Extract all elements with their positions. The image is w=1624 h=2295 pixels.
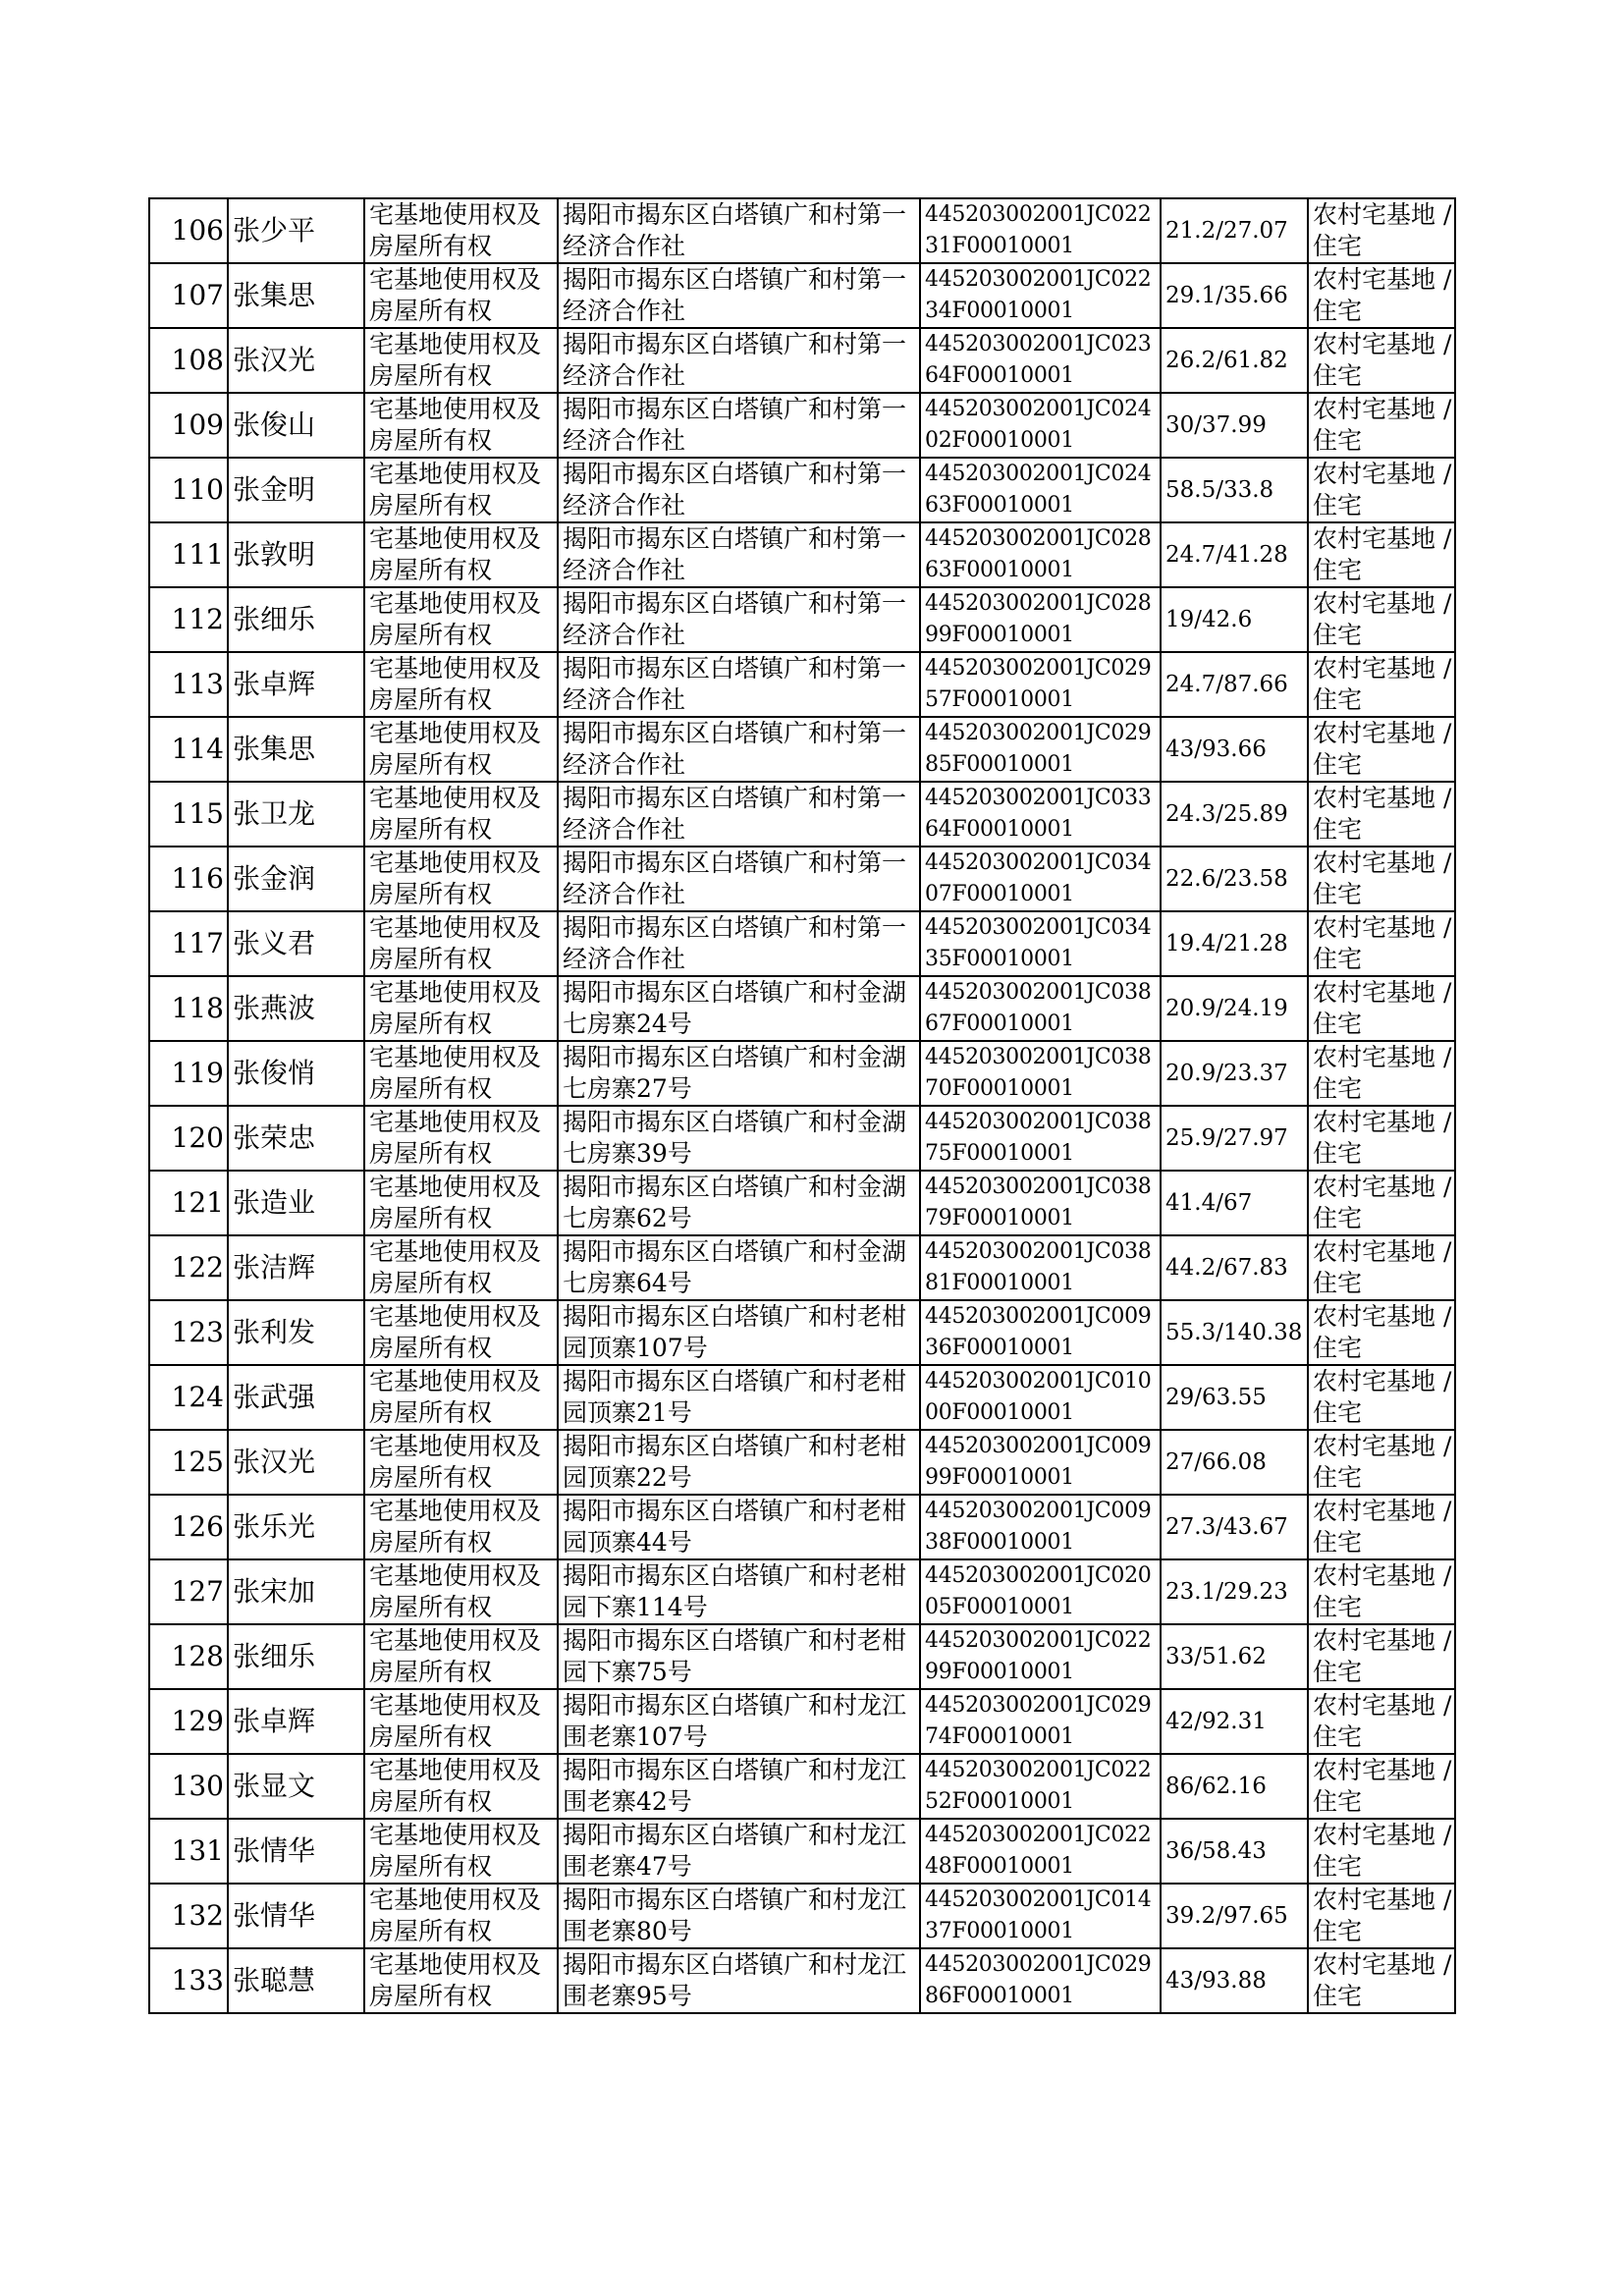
owner-name: 张卫龙 <box>228 782 364 847</box>
right-type: 宅基地使用权及房屋所有权 <box>364 263 558 328</box>
right-type: 宅基地使用权及房屋所有权 <box>364 652 558 717</box>
owner-name: 张显文 <box>228 1754 364 1819</box>
owner-name: 张洁辉 <box>228 1235 364 1300</box>
area-value: 43/93.88 <box>1161 1948 1308 2013</box>
row-number: 106 <box>149 198 228 263</box>
area-value: 41.4/67 <box>1161 1171 1308 1235</box>
table-row <box>149 1300 1455 1365</box>
table-row <box>149 1365 1455 1430</box>
table-row <box>149 198 1455 263</box>
table-row <box>149 393 1455 458</box>
right-type: 宅基地使用权及房屋所有权 <box>364 393 558 458</box>
property-location: 揭阳市揭东区白塔镇广和村第一经济合作社 <box>558 328 920 393</box>
right-type: 宅基地使用权及房屋所有权 <box>364 1430 558 1495</box>
row-number: 120 <box>149 1106 228 1171</box>
row-number: 119 <box>149 1041 228 1106</box>
unit-code: 445203002001JC00999F00010001 <box>920 1430 1161 1495</box>
table-row <box>149 328 1455 393</box>
area-value: 20.9/23.37 <box>1161 1041 1308 1106</box>
unit-code: 445203002001JC00936F00010001 <box>920 1300 1161 1365</box>
area-value: 27/66.08 <box>1161 1430 1308 1495</box>
owner-name: 张汉光 <box>228 328 364 393</box>
unit-code: 445203002001JC02985F00010001 <box>920 717 1161 782</box>
row-number: 124 <box>149 1365 228 1430</box>
property-location: 揭阳市揭东区白塔镇广和村第一经济合作社 <box>558 847 920 911</box>
unit-code: 445203002001JC02986F00010001 <box>920 1948 1161 2013</box>
unit-code: 445203002001JC02364F00010001 <box>920 328 1161 393</box>
table-row <box>149 1884 1455 1948</box>
right-type: 宅基地使用权及房屋所有权 <box>364 458 558 522</box>
property-location: 揭阳市揭东区白塔镇广和村第一经济合作社 <box>558 522 920 587</box>
owner-name: 张卓辉 <box>228 1689 364 1754</box>
unit-code: 445203002001JC03870F00010001 <box>920 1041 1161 1106</box>
unit-code: 445203002001JC02957F00010001 <box>920 652 1161 717</box>
row-number: 115 <box>149 782 228 847</box>
table-row <box>149 1754 1455 1819</box>
unit-code: 445203002001JC02863F00010001 <box>920 522 1161 587</box>
area-value: 30/37.99 <box>1161 393 1308 458</box>
unit-code: 445203002001JC02234F00010001 <box>920 263 1161 328</box>
right-type: 宅基地使用权及房屋所有权 <box>364 1689 558 1754</box>
area-value: 26.2/61.82 <box>1161 328 1308 393</box>
right-type: 宅基地使用权及房屋所有权 <box>364 1884 558 1948</box>
row-number: 117 <box>149 911 228 976</box>
land-use: 农村宅基地 / 住宅 <box>1308 263 1455 328</box>
row-number: 109 <box>149 393 228 458</box>
property-location: 揭阳市揭东区白塔镇广和村金湖七房寨39号 <box>558 1106 920 1171</box>
row-number: 112 <box>149 587 228 652</box>
table-row <box>149 1948 1455 2013</box>
row-number: 113 <box>149 652 228 717</box>
owner-name: 张敦明 <box>228 522 364 587</box>
owner-name: 张利发 <box>228 1300 364 1365</box>
land-use: 农村宅基地 / 住宅 <box>1308 782 1455 847</box>
area-value: 22.6/23.58 <box>1161 847 1308 911</box>
property-location: 揭阳市揭东区白塔镇广和村龙江围老寨80号 <box>558 1884 920 1948</box>
table-row <box>149 1689 1455 1754</box>
land-use: 农村宅基地 / 住宅 <box>1308 1754 1455 1819</box>
row-number: 116 <box>149 847 228 911</box>
owner-name: 张乐光 <box>228 1495 364 1559</box>
unit-code: 445203002001JC01437F00010001 <box>920 1884 1161 1948</box>
row-number: 110 <box>149 458 228 522</box>
unit-code: 445203002001JC03364F00010001 <box>920 782 1161 847</box>
row-number: 108 <box>149 328 228 393</box>
area-value: 27.3/43.67 <box>1161 1495 1308 1559</box>
row-number: 128 <box>149 1624 228 1689</box>
unit-code: 445203002001JC01000F00010001 <box>920 1365 1161 1430</box>
property-location: 揭阳市揭东区白塔镇广和村第一经济合作社 <box>558 587 920 652</box>
area-value: 39.2/97.65 <box>1161 1884 1308 1948</box>
property-location: 揭阳市揭东区白塔镇广和村第一经济合作社 <box>558 458 920 522</box>
property-location: 揭阳市揭东区白塔镇广和村金湖七房寨27号 <box>558 1041 920 1106</box>
land-use: 农村宅基地 / 住宅 <box>1308 587 1455 652</box>
row-number: 131 <box>149 1819 228 1884</box>
area-value: 42/92.31 <box>1161 1689 1308 1754</box>
land-use: 农村宅基地 / 住宅 <box>1308 458 1455 522</box>
table-body <box>149 198 1455 2013</box>
unit-code: 445203002001JC02005F00010001 <box>920 1559 1161 1624</box>
row-number: 130 <box>149 1754 228 1819</box>
row-number: 127 <box>149 1559 228 1624</box>
owner-name: 张汉光 <box>228 1430 364 1495</box>
land-use: 农村宅基地 / 住宅 <box>1308 1041 1455 1106</box>
land-use: 农村宅基地 / 住宅 <box>1308 1624 1455 1689</box>
unit-code: 445203002001JC03881F00010001 <box>920 1235 1161 1300</box>
property-location: 揭阳市揭东区白塔镇广和村龙江围老寨42号 <box>558 1754 920 1819</box>
owner-name: 张俊悄 <box>228 1041 364 1106</box>
owner-name: 张金润 <box>228 847 364 911</box>
table-row <box>149 652 1455 717</box>
property-location: 揭阳市揭东区白塔镇广和村金湖七房寨24号 <box>558 976 920 1041</box>
owner-name: 张武强 <box>228 1365 364 1430</box>
right-type: 宅基地使用权及房屋所有权 <box>364 1365 558 1430</box>
table-row <box>149 1430 1455 1495</box>
area-value: 24.7/41.28 <box>1161 522 1308 587</box>
property-location: 揭阳市揭东区白塔镇广和村第一经济合作社 <box>558 782 920 847</box>
land-use: 农村宅基地 / 住宅 <box>1308 1106 1455 1171</box>
unit-code: 445203002001JC03435F00010001 <box>920 911 1161 976</box>
area-value: 29.1/35.66 <box>1161 263 1308 328</box>
row-number: 132 <box>149 1884 228 1948</box>
table-row <box>149 1041 1455 1106</box>
area-value: 86/62.16 <box>1161 1754 1308 1819</box>
area-value: 25.9/27.97 <box>1161 1106 1308 1171</box>
row-number: 114 <box>149 717 228 782</box>
table-row <box>149 263 1455 328</box>
right-type: 宅基地使用权及房屋所有权 <box>364 1106 558 1171</box>
property-location: 揭阳市揭东区白塔镇广和村老柑园顶寨21号 <box>558 1365 920 1430</box>
area-value: 36/58.43 <box>1161 1819 1308 1884</box>
row-number: 111 <box>149 522 228 587</box>
land-use: 农村宅基地 / 住宅 <box>1308 1235 1455 1300</box>
right-type: 宅基地使用权及房屋所有权 <box>364 1171 558 1235</box>
owner-name: 张造业 <box>228 1171 364 1235</box>
owner-name: 张荣忠 <box>228 1106 364 1171</box>
table-row <box>149 911 1455 976</box>
land-use: 农村宅基地 / 住宅 <box>1308 1365 1455 1430</box>
right-type: 宅基地使用权及房屋所有权 <box>364 587 558 652</box>
owner-name: 张宋加 <box>228 1559 364 1624</box>
area-value: 58.5/33.8 <box>1161 458 1308 522</box>
right-type: 宅基地使用权及房屋所有权 <box>364 1559 558 1624</box>
registry-table <box>148 197 1456 2014</box>
row-number: 129 <box>149 1689 228 1754</box>
land-use: 农村宅基地 / 住宅 <box>1308 393 1455 458</box>
unit-code: 445203002001JC03867F00010001 <box>920 976 1161 1041</box>
table-row <box>149 1106 1455 1171</box>
table-row <box>149 782 1455 847</box>
property-location: 揭阳市揭东区白塔镇广和村金湖七房寨62号 <box>558 1171 920 1235</box>
table-row <box>149 1495 1455 1559</box>
right-type: 宅基地使用权及房屋所有权 <box>364 976 558 1041</box>
land-use: 农村宅基地 / 住宅 <box>1308 652 1455 717</box>
right-type: 宅基地使用权及房屋所有权 <box>364 1495 558 1559</box>
right-type: 宅基地使用权及房屋所有权 <box>364 1235 558 1300</box>
right-type: 宅基地使用权及房屋所有权 <box>364 522 558 587</box>
right-type: 宅基地使用权及房屋所有权 <box>364 911 558 976</box>
property-location: 揭阳市揭东区白塔镇广和村老柑园顶寨44号 <box>558 1495 920 1559</box>
owner-name: 张聪慧 <box>228 1948 364 2013</box>
owner-name: 张卓辉 <box>228 652 364 717</box>
land-use: 农村宅基地 / 住宅 <box>1308 1171 1455 1235</box>
area-value: 55.3/140.38 <box>1161 1300 1308 1365</box>
area-value: 19/42.6 <box>1161 587 1308 652</box>
right-type: 宅基地使用权及房屋所有权 <box>364 1041 558 1106</box>
land-use: 农村宅基地 / 住宅 <box>1308 328 1455 393</box>
land-use: 农村宅基地 / 住宅 <box>1308 1689 1455 1754</box>
property-location: 揭阳市揭东区白塔镇广和村第一经济合作社 <box>558 717 920 782</box>
right-type: 宅基地使用权及房屋所有权 <box>364 1624 558 1689</box>
owner-name: 张俊山 <box>228 393 364 458</box>
owner-name: 张集思 <box>228 263 364 328</box>
table-row <box>149 976 1455 1041</box>
area-value: 33/51.62 <box>1161 1624 1308 1689</box>
property-location: 揭阳市揭东区白塔镇广和村龙江围老寨107号 <box>558 1689 920 1754</box>
area-value: 43/93.66 <box>1161 717 1308 782</box>
property-location: 揭阳市揭东区白塔镇广和村第一经济合作社 <box>558 652 920 717</box>
area-value: 20.9/24.19 <box>1161 976 1308 1041</box>
land-use: 农村宅基地 / 住宅 <box>1308 1430 1455 1495</box>
land-use: 农村宅基地 / 住宅 <box>1308 522 1455 587</box>
owner-name: 张少平 <box>228 198 364 263</box>
table-row <box>149 458 1455 522</box>
right-type: 宅基地使用权及房屋所有权 <box>364 1819 558 1884</box>
right-type: 宅基地使用权及房屋所有权 <box>364 198 558 263</box>
land-use: 农村宅基地 / 住宅 <box>1308 717 1455 782</box>
unit-code: 445203002001JC02974F00010001 <box>920 1689 1161 1754</box>
right-type: 宅基地使用权及房屋所有权 <box>364 847 558 911</box>
area-value: 44.2/67.83 <box>1161 1235 1308 1300</box>
owner-name: 张细乐 <box>228 587 364 652</box>
row-number: 121 <box>149 1171 228 1235</box>
unit-code: 445203002001JC02899F00010001 <box>920 587 1161 652</box>
row-number: 133 <box>149 1948 228 2013</box>
right-type: 宅基地使用权及房屋所有权 <box>364 328 558 393</box>
land-use: 农村宅基地 / 住宅 <box>1308 1495 1455 1559</box>
property-location: 揭阳市揭东区白塔镇广和村龙江围老寨47号 <box>558 1819 920 1884</box>
right-type: 宅基地使用权及房屋所有权 <box>364 1948 558 2013</box>
land-use: 农村宅基地 / 住宅 <box>1308 976 1455 1041</box>
unit-code: 445203002001JC02231F00010001 <box>920 198 1161 263</box>
row-number: 123 <box>149 1300 228 1365</box>
unit-code: 445203002001JC03875F00010001 <box>920 1106 1161 1171</box>
unit-code: 445203002001JC02299F00010001 <box>920 1624 1161 1689</box>
unit-code: 445203002001JC03407F00010001 <box>920 847 1161 911</box>
property-location: 揭阳市揭东区白塔镇广和村第一经济合作社 <box>558 911 920 976</box>
table-row <box>149 1171 1455 1235</box>
area-value: 21.2/27.07 <box>1161 198 1308 263</box>
right-type: 宅基地使用权及房屋所有权 <box>364 1754 558 1819</box>
land-use: 农村宅基地 / 住宅 <box>1308 1819 1455 1884</box>
area-value: 24.7/87.66 <box>1161 652 1308 717</box>
property-location: 揭阳市揭东区白塔镇广和村老柑园顶寨22号 <box>558 1430 920 1495</box>
unit-code: 445203002001JC03879F00010001 <box>920 1171 1161 1235</box>
right-type: 宅基地使用权及房屋所有权 <box>364 782 558 847</box>
land-use: 农村宅基地 / 住宅 <box>1308 911 1455 976</box>
row-number: 107 <box>149 263 228 328</box>
row-number: 126 <box>149 1495 228 1559</box>
property-location: 揭阳市揭东区白塔镇广和村第一经济合作社 <box>558 263 920 328</box>
owner-name: 张燕波 <box>228 976 364 1041</box>
land-use: 农村宅基地 / 住宅 <box>1308 1559 1455 1624</box>
property-location: 揭阳市揭东区白塔镇广和村龙江围老寨95号 <box>558 1948 920 2013</box>
table-row <box>149 1819 1455 1884</box>
land-use: 农村宅基地 / 住宅 <box>1308 1884 1455 1948</box>
unit-code: 445203002001JC02463F00010001 <box>920 458 1161 522</box>
unit-code: 445203002001JC02402F00010001 <box>920 393 1161 458</box>
area-value: 19.4/21.28 <box>1161 911 1308 976</box>
owner-name: 张金明 <box>228 458 364 522</box>
area-value: 24.3/25.89 <box>1161 782 1308 847</box>
property-location: 揭阳市揭东区白塔镇广和村老柑园顶寨107号 <box>558 1300 920 1365</box>
land-use: 农村宅基地 / 住宅 <box>1308 198 1455 263</box>
property-location: 揭阳市揭东区白塔镇广和村第一经济合作社 <box>558 198 920 263</box>
land-use: 农村宅基地 / 住宅 <box>1308 1948 1455 2013</box>
unit-code: 445203002001JC02252F00010001 <box>920 1754 1161 1819</box>
owner-name: 张义君 <box>228 911 364 976</box>
table-row <box>149 717 1455 782</box>
area-value: 29/63.55 <box>1161 1365 1308 1430</box>
owner-name: 张集思 <box>228 717 364 782</box>
table-row <box>149 587 1455 652</box>
property-location: 揭阳市揭东区白塔镇广和村老柑园下寨75号 <box>558 1624 920 1689</box>
owner-name: 张情华 <box>228 1884 364 1948</box>
table-row <box>149 1235 1455 1300</box>
unit-code: 445203002001JC02248F00010001 <box>920 1819 1161 1884</box>
right-type: 宅基地使用权及房屋所有权 <box>364 1300 558 1365</box>
land-use: 农村宅基地 / 住宅 <box>1308 847 1455 911</box>
property-location: 揭阳市揭东区白塔镇广和村第一经济合作社 <box>558 393 920 458</box>
property-location: 揭阳市揭东区白塔镇广和村金湖七房寨64号 <box>558 1235 920 1300</box>
table-row <box>149 1624 1455 1689</box>
owner-name: 张细乐 <box>228 1624 364 1689</box>
row-number: 118 <box>149 976 228 1041</box>
table-row <box>149 847 1455 911</box>
area-value: 23.1/29.23 <box>1161 1559 1308 1624</box>
table-row <box>149 1559 1455 1624</box>
row-number: 125 <box>149 1430 228 1495</box>
property-location: 揭阳市揭东区白塔镇广和村老柑园下寨114号 <box>558 1559 920 1624</box>
owner-name: 张情华 <box>228 1819 364 1884</box>
row-number: 122 <box>149 1235 228 1300</box>
land-use: 农村宅基地 / 住宅 <box>1308 1300 1455 1365</box>
unit-code: 445203002001JC00938F00010001 <box>920 1495 1161 1559</box>
right-type: 宅基地使用权及房屋所有权 <box>364 717 558 782</box>
table-row <box>149 522 1455 587</box>
